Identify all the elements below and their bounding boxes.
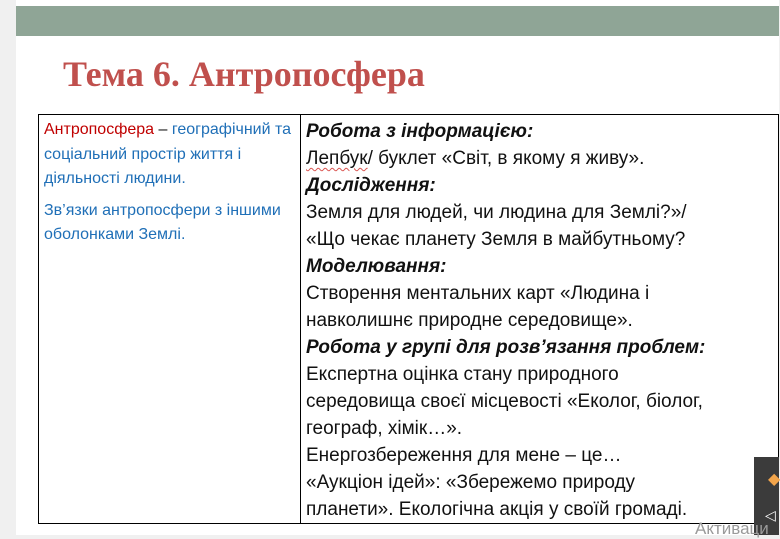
group-line-3: географ, хімік…».: [306, 418, 463, 439]
group-line-6: планети». Екологічна акція у своїй громаді.: [306, 499, 688, 520]
speaker-icon[interactable]: ◁: [765, 507, 776, 523]
group-line-5: [306, 469, 774, 496]
group-line-4: Енергозбереження для мене – це…: [306, 445, 622, 466]
definition-text: географічний та соціальний простір життя і діяльності людини.: [44, 121, 292, 187]
lapbook-rest: / буклет «Світ, в якому я живу».: [367, 148, 645, 169]
heading-modeling: Моделювання:: [306, 256, 447, 277]
term-antroposfera: Антропосфера: [44, 121, 155, 138]
auction-rest: : «Збережемо природу: [435, 472, 636, 493]
term-dash: –: [154, 121, 172, 138]
spellcheck-word: Лепбук: [306, 148, 368, 169]
topic-table: [38, 114, 779, 524]
group-line-1: Експертна оцінка стану природного: [306, 364, 619, 385]
group-line-2: середовища своєї місцевості «Еколог, біолог,: [306, 391, 703, 412]
lapbook-line: [306, 145, 774, 172]
concept-cell: [39, 115, 301, 524]
modeling-line-1: Створення ментальних карт «Людина і: [306, 283, 650, 304]
auction-label: «Аукціон ідей»: [306, 472, 436, 493]
header-band: [16, 6, 779, 36]
definition-paragraph: [44, 118, 294, 192]
heading-information-work: Робота з інформацією:: [306, 121, 534, 142]
slide: [16, 0, 779, 535]
app-icon[interactable]: ◆: [768, 471, 780, 488]
slide-title: Тема 6. Антропосфера: [63, 54, 425, 94]
research-line-2: «Що чекає планету Земля в майбутньому?: [306, 229, 686, 250]
relations-text: Зв’язки антропосфери з іншими оболонками Землі.: [44, 201, 281, 243]
heading-research: Дослідження:: [306, 175, 436, 196]
activities-cell: [301, 115, 779, 524]
modeling-line-2: навколишнє природне середовище».: [306, 310, 633, 331]
activation-watermark: Активаци: [695, 519, 769, 538]
research-line-1: Земля для людей, чи людина для Землі?»/: [306, 202, 687, 223]
table-row: [39, 115, 779, 524]
heading-group-work: Робота у групі для розв’язання проблем:: [306, 337, 706, 358]
